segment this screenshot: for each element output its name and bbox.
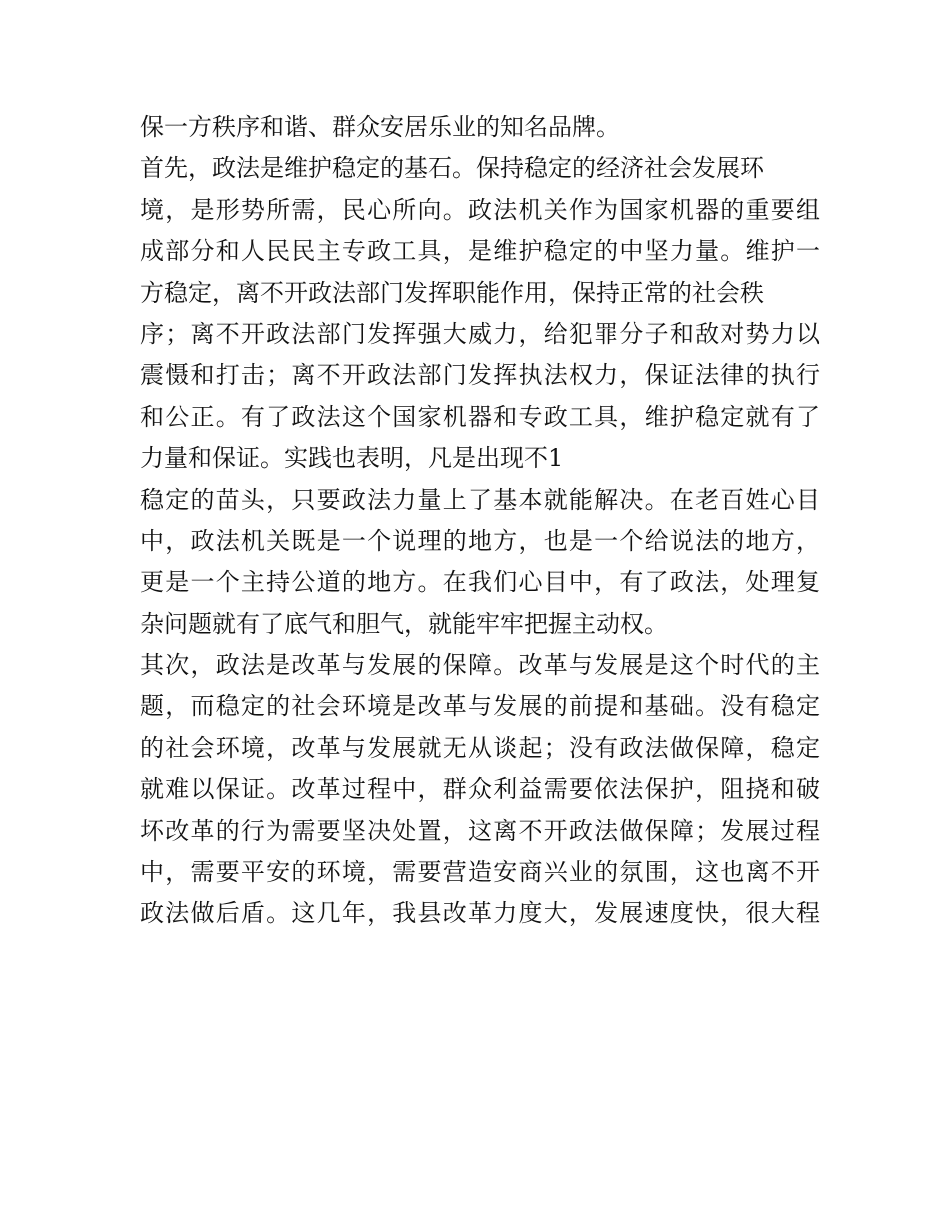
text-line: 境，是形势所需，民心所向。政法机关作为国家机器的重要组: [140, 195, 820, 224]
text-line: 序；离不开政法部门发挥强大威力，给犯罪分子和敌对势力以: [140, 319, 820, 348]
document-body: [140, 107, 820, 935]
text-line: 力量和保证。实践也表明，凡是出现不1: [140, 444, 564, 473]
text-line: 成部分和人民民主专政工具，是维护稳定的中坚力量。维护一: [140, 237, 820, 266]
text-line: 保一方秩序和谐、群众安居乐业的知名品牌。: [140, 113, 620, 141]
text-line: 坏改革的行为需要坚决处置，这离不开政法做保障；发展过程: [140, 816, 820, 845]
text-line: 的社会环境，改革与发展就无从谈起；没有政法做保障，稳定: [140, 733, 820, 762]
text-line: 中，政法机关既是一个说理的地方，也是一个给说法的地方，: [140, 526, 820, 555]
text-line: 更是一个主持公道的地方。在我们心目中，有了政法，处理复: [140, 568, 820, 597]
text-line: 政法做后盾。这几年，我县改革力度大，发展速度快，很大程: [140, 899, 820, 928]
text-line: 就难以保证。改革过程中，群众利益需要依法保护，阻挠和破: [140, 775, 820, 804]
text-line: 和公正。有了政法这个国家机器和专政工具，维护稳定就有了: [140, 402, 820, 431]
text-line: 其次，政法是改革与发展的保障。改革与发展是这个时代的主: [140, 651, 820, 680]
text-line: 稳定的苗头，只要政法力量上了基本就能解决。在老百姓心目: [140, 485, 820, 514]
text-line: 方稳定，离不开政法部门发挥职能作用，保持正常的社会秩: [140, 278, 764, 307]
text-line: 震慑和打击；离不开政法部门发挥执法权力，保证法律的执行: [140, 361, 820, 390]
text-line: 题，而稳定的社会环境是改革与发展的前提和基础。没有稳定: [140, 692, 820, 721]
text-line: 首先，政法是维护稳定的基石。保持稳定的经济社会发展环: [140, 154, 764, 183]
text-line: 杂问题就有了底气和胆气，就能牢牢把握主动权。: [140, 609, 668, 638]
text-line: 中，需要平安的环境，需要营造安商兴业的氛围，这也离不开: [140, 858, 820, 887]
